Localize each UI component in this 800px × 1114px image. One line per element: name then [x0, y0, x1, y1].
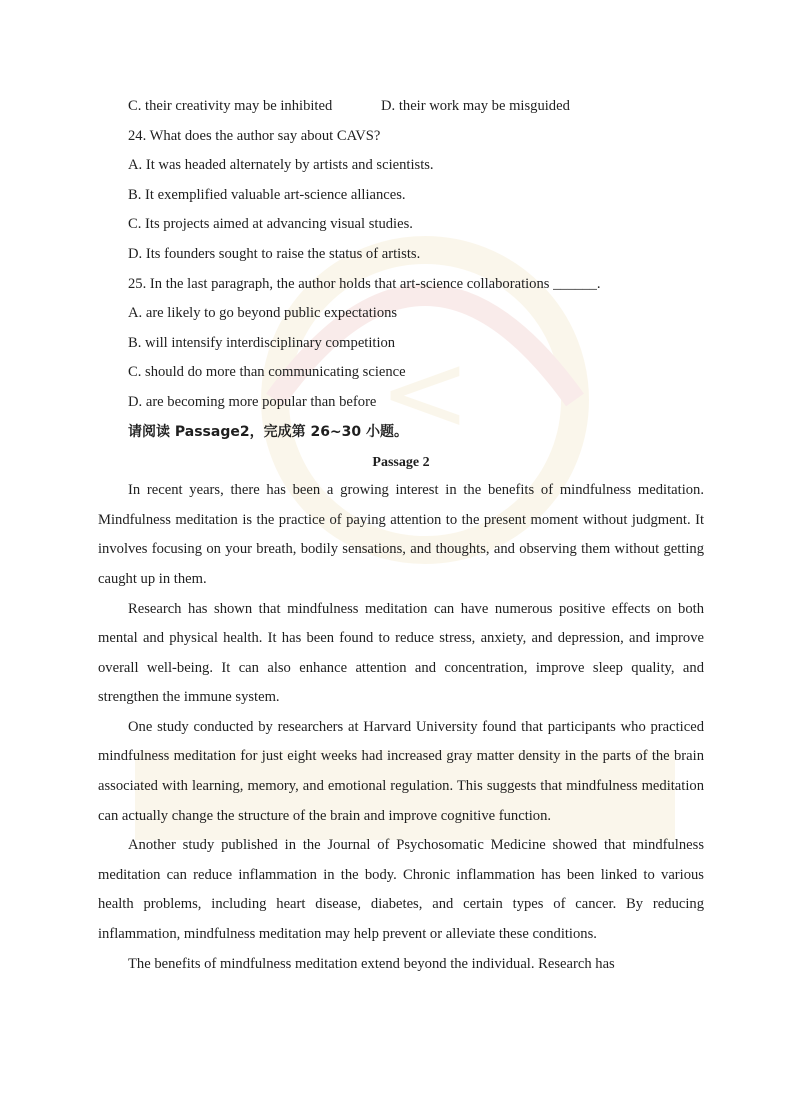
option-25-b: B. will intensify interdisciplinary competition — [128, 334, 396, 351]
option-24-d: D. Its founders sought to raise the status of artists. — [128, 245, 421, 262]
option-23-d: D. their work may be misguided — [381, 98, 570, 114]
option-23-c: C. their creativity may be inhibited — [128, 98, 333, 114]
option-25-c: C. should do more than communicating science — [128, 364, 406, 381]
option-24-c: C. Its projects aimed at advancing visual studies. — [128, 216, 413, 233]
passage-paragraph-2: Research has shown that mindfulness meditation can have numerous positive effects on both mental and physical health. It has been found to reduce stress, anxiety, and depression, and improve overall well-being. It can also enhance attention and concentration, improve sleep quality, and strengthen the immune system. — [98, 600, 704, 706]
passage-paragraph-4: Another study published in the Journal of Psychosomatic Medicine showed that mindfulness meditation can reduce inflammation in the body. Chronic inflammation has been linked to various health problems, including heart disease, diabetes, and certain types of cancer. By reducing inflammation, mindfulness meditation may help prevent or alleviate these conditions. — [98, 837, 704, 943]
passage-title: Passage 2 — [372, 455, 430, 471]
passage-paragraph-1: In recent years, there has been a growing interest in the benefits of mindfulness meditation. Mindfulness meditation is the practice of paying attention to the present moment without judgment. It involves focusing on your breath, bodily sensations, and thoughts, and observing them without getting caught up in them. — [98, 482, 704, 587]
option-25-a: A. are likely to go beyond public expectations — [128, 305, 398, 322]
option-24-b: B. It exemplified valuable art-science alliances. — [128, 186, 406, 203]
reading-instruction: 请阅读 Passage2，完成第 26~30 小题。 — [128, 423, 409, 440]
exam-content — [98, 92, 704, 979]
passage-paragraph-5: The benefits of mindfulness meditation extend beyond the individual. Research has — [128, 955, 615, 972]
question-24-stem: 24. What does the author say about CAVS? — [128, 127, 381, 144]
question-23-options-row — [98, 92, 704, 122]
option-25-d: D. are becoming more popular than before — [128, 393, 377, 410]
option-24-a: A. It was headed alternately by artists and scientists. — [128, 157, 434, 174]
passage-paragraph-3: One study conducted by researchers at Harvard University found that participants who practiced mindfulness meditation for just eight weeks had increased gray matter density in the parts of the brain associated with learning, memory, and emotional regulation. This suggests that mindfulness meditation can actually change the structure of the brain and improve cognitive function. — [98, 718, 704, 824]
question-25-stem: 25. In the last paragraph, the author holds that art-science collaborations ______. — [128, 275, 601, 292]
svg-text:<: < — [378, 328, 472, 456]
